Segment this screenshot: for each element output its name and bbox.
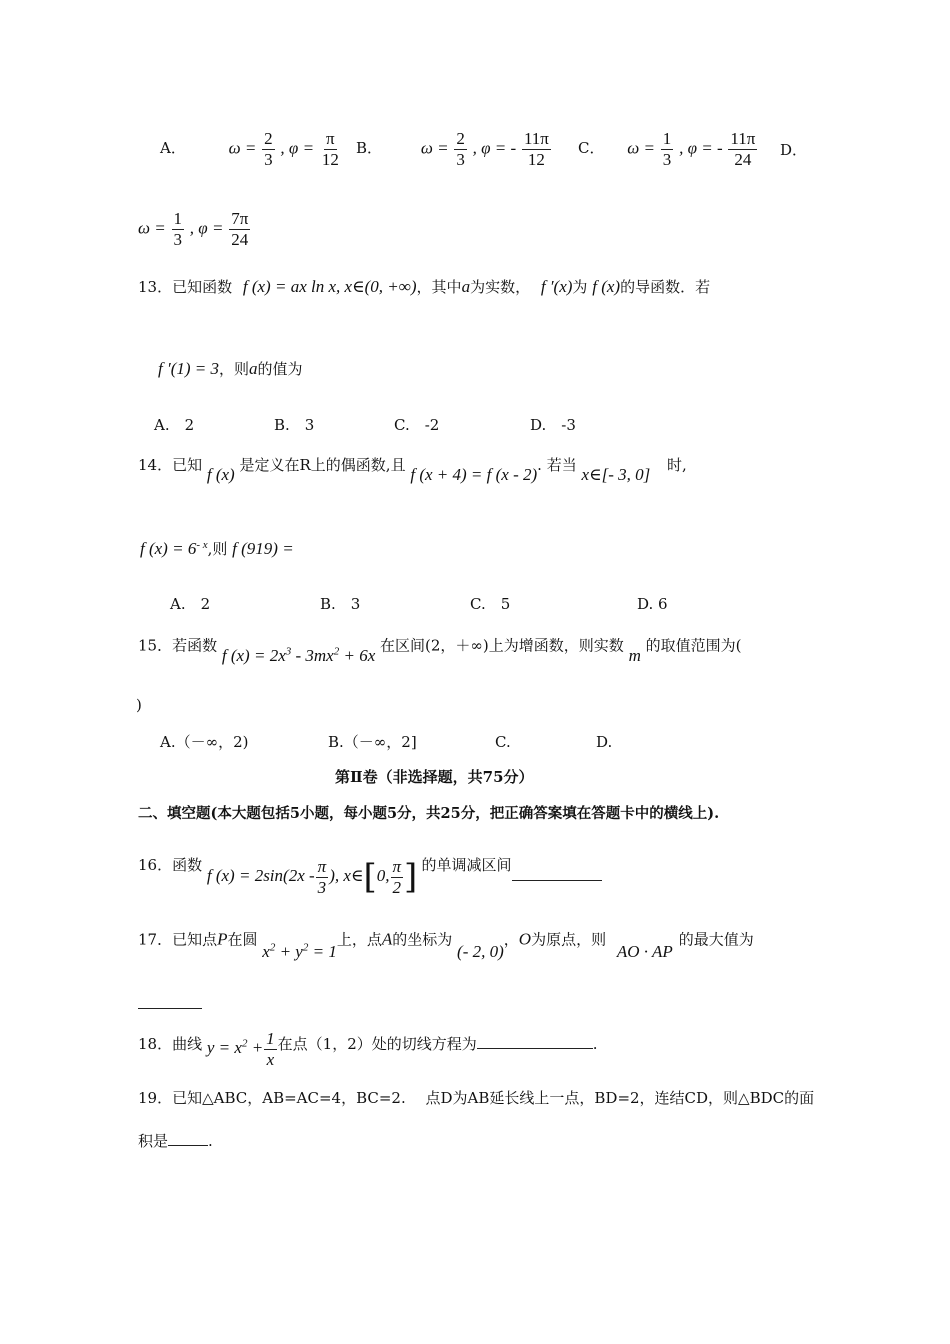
q12-option-b: B． ω = $\frac{2}{3}$ , φ = - $\frac{11\pi}{12}$ bbox=[356, 129, 549, 169]
q14-definition: f $(x) = 6^{- x}$,则 f (919) = bbox=[140, 539, 294, 558]
fraction: $\frac{11\pi}{24}$ bbox=[730, 129, 756, 169]
option-label: A． bbox=[160, 139, 186, 158]
fraction: $\frac{1}{3}$ bbox=[173, 209, 183, 249]
answer-blank[interactable] bbox=[138, 996, 202, 1009]
math-expression: f (x) = ax ln x, x∈(0, +∞) bbox=[242, 277, 417, 296]
q13-option-c: C. -2 bbox=[394, 416, 440, 434]
option-label: B． bbox=[356, 139, 383, 158]
q13-condition: f ′(1) = 3，则a的值为 bbox=[158, 359, 303, 378]
section-title: 第Ⅱ卷（非选择题，共75分） bbox=[335, 768, 534, 786]
option-label: C． bbox=[578, 139, 605, 158]
fraction: $\frac{2}{3}$ bbox=[456, 129, 465, 169]
math-expression: $x^2 + y^2 = 1$ bbox=[262, 941, 337, 961]
q16: 16．函数 f (x) = 2sin(2x - $\frac{\pi}{3}$ ), x∈[0, $\frac{\pi}{2}$ ] 的单调减区间 bbox=[138, 852, 602, 891]
q14-option-b: B. 3 bbox=[320, 595, 361, 613]
q15-stem: 15．若函数 f $(x) = 2x^3 - 3mx^2 + 6x$ 在区间(2，＋∞)上为增函数，则实数 m 的取值范围为( bbox=[138, 636, 742, 665]
q15-option-a: A.（－∞，2) bbox=[160, 733, 249, 751]
q14-option-d: D. 6 bbox=[637, 595, 668, 613]
q13-option-d: D. -3 bbox=[530, 416, 576, 434]
q14-option-c: C. 5 bbox=[470, 595, 511, 613]
q14-option-a: A. 2 bbox=[170, 595, 211, 613]
answer-blank[interactable] bbox=[477, 1034, 593, 1049]
fraction: $\frac{7\pi}{24}$ bbox=[231, 209, 249, 249]
math-expression: f (x) = 2sin(2x - $\frac{\pi}{3}$ ), x∈[0, $\frac{\pi}{2}$ ] bbox=[206, 857, 418, 898]
fraction: $\frac{2}{3}$ bbox=[264, 129, 273, 169]
section-heading: 二、填空题(本大题包括5小题，每小题5分，共25分，把正确答案填在答题卡中的横线上). bbox=[138, 805, 720, 822]
q15-close-paren: ) bbox=[136, 696, 142, 714]
fraction: $\frac{1}{3}$ bbox=[662, 129, 672, 169]
q12-option-d-label: D． bbox=[780, 141, 808, 159]
q14-stem: 14．已知 f (x) 是定义在R上的偶函数,且 f (x + 4) = f (x - 2). 若当 x∈[- 3, 0] 时, bbox=[138, 456, 687, 484]
q13-option-b: B. 3 bbox=[274, 416, 315, 434]
math-expression: $y = x^2$ + $\frac{1}{x}$ bbox=[206, 1029, 275, 1069]
answer-blank[interactable] bbox=[512, 866, 602, 881]
answer-blank[interactable] bbox=[168, 1131, 208, 1146]
q15-option-b: B.（－∞，2] bbox=[328, 733, 417, 751]
q12-option-a: A． ω = $\frac{2}{3}$ , φ = $\frac{\pi}{12}$ bbox=[160, 129, 339, 169]
q15-option-c: C. bbox=[495, 733, 511, 751]
q12-option-d: ω = $\frac{1}{3}$ , φ = $\frac{7\pi}{24}$ bbox=[138, 209, 249, 249]
fraction: $\frac{11\pi}{12}$ bbox=[523, 129, 549, 169]
q17: 17．已知点P在圆 $x^2 + y^2 = 1$上，点A的坐标为 (- 2, 0)，O为原点，则 AO · AP的最大值为 bbox=[138, 929, 754, 961]
q19-line2: 积是 . bbox=[138, 1132, 213, 1150]
q12-option-c: C． ω = $\frac{1}{3}$ , φ = - $\frac{11\pi}{24}$ bbox=[578, 129, 756, 169]
q19-line1: 19．已知△ABC，AB=AC=4，BC=2. 点D为AB延长线上一点，BD=2，连结CD，则△BDC的面 bbox=[138, 1089, 815, 1107]
math-expression: f $(x) = 2x^3 - 3mx^2 + 6x$ bbox=[221, 645, 376, 665]
q18: 18．曲线 $y = x^2$ + $\frac{1}{x}$ 在点（1，2）处的切线方程为 . bbox=[138, 1029, 598, 1069]
q13-stem: 13．已知函数 f (x) = ax ln x, x∈(0, +∞)，其中a为实数， f ′(x)为 f (x)的导函数．若 bbox=[138, 277, 711, 296]
fraction: $\frac{\pi}{12}$ bbox=[321, 129, 339, 169]
q13-option-a: A. 2 bbox=[154, 416, 195, 434]
q15-option-d: D. bbox=[596, 733, 613, 751]
